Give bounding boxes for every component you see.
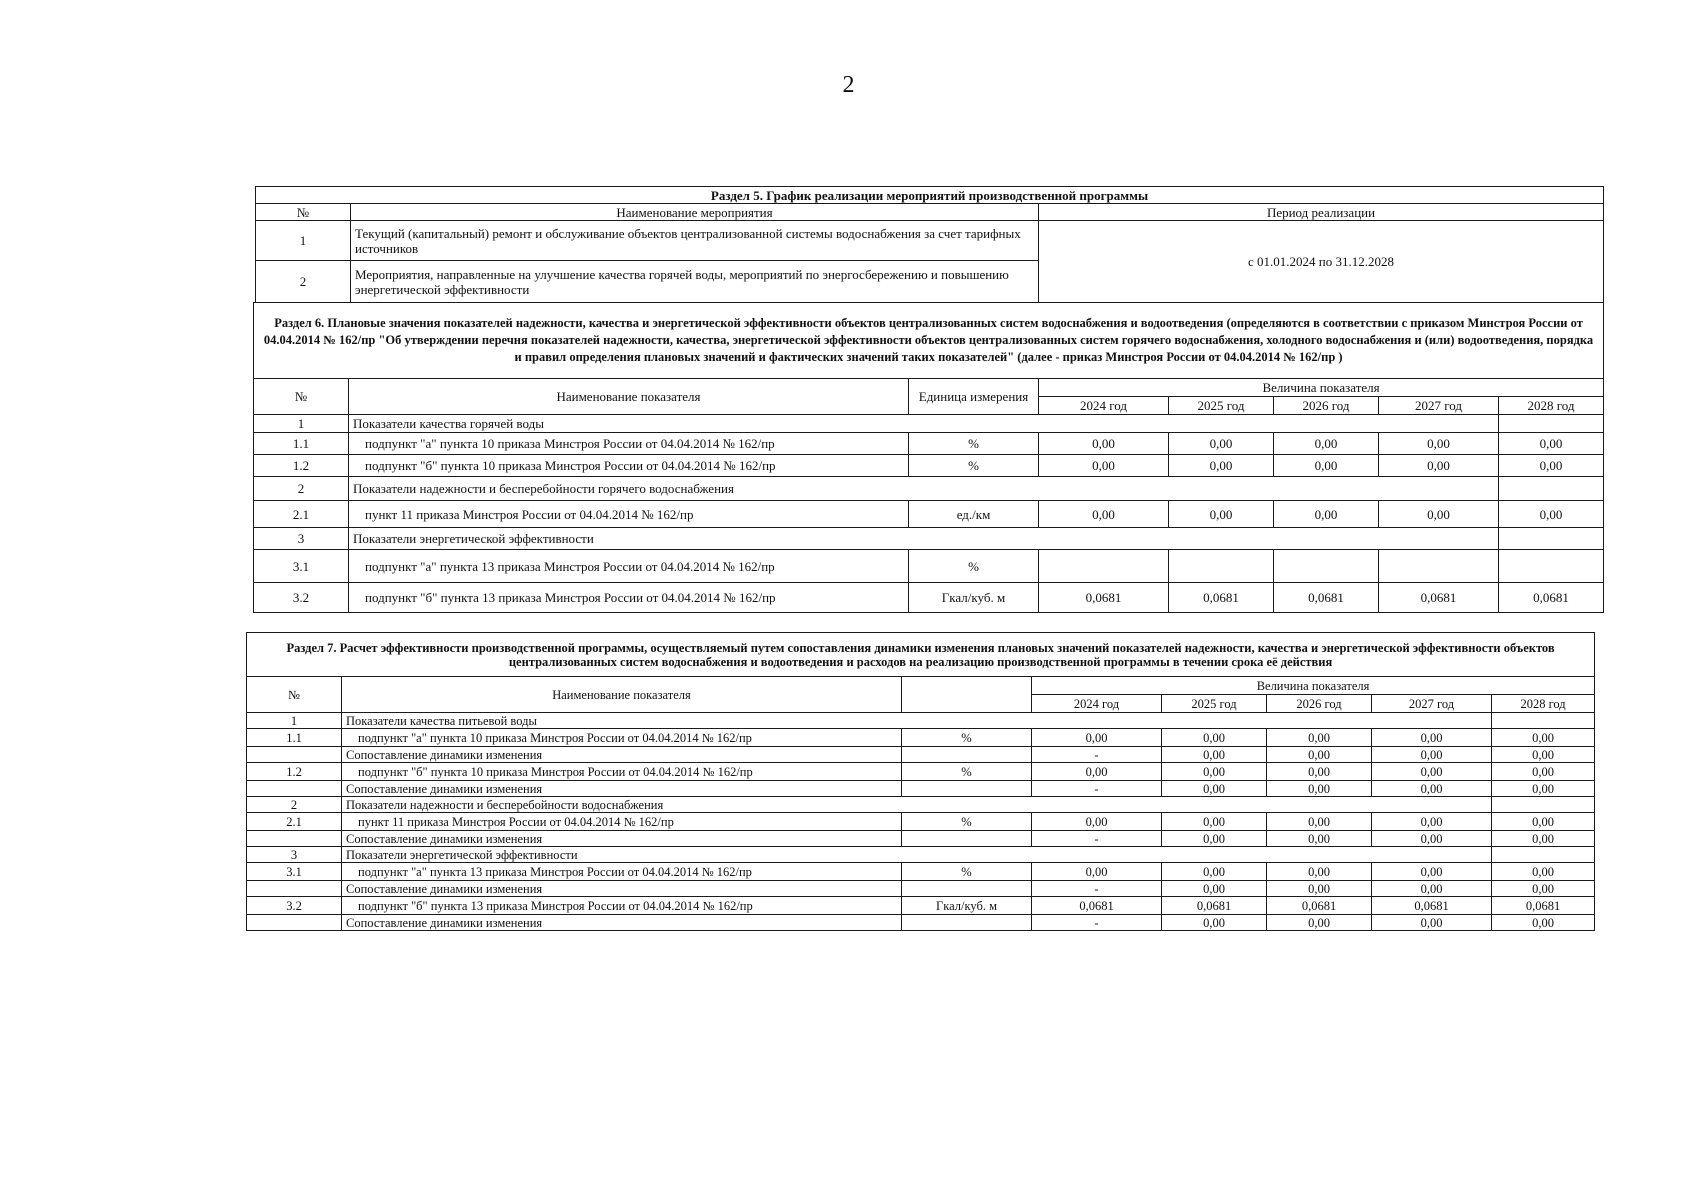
comparison-row <box>247 831 1595 847</box>
value-cell: 0,00 <box>1274 455 1379 477</box>
value-cell: - <box>1032 831 1162 847</box>
comparison-label: Сопоставление динамики изменения <box>342 747 902 763</box>
unit-cell <box>902 747 1032 763</box>
col-year: 2024 год <box>1039 397 1169 415</box>
row-number <box>247 781 342 797</box>
value-cell: 0,00 <box>1492 763 1595 781</box>
value-cell: 0,0681 <box>1492 897 1595 915</box>
value-cell: - <box>1032 747 1162 763</box>
col-value-group: Величина показателя <box>1032 677 1595 695</box>
value-cell: 0,0681 <box>1379 583 1499 613</box>
value-cell: 0,00 <box>1499 501 1604 528</box>
col-year: 2026 год <box>1267 695 1372 713</box>
row-number: 3 <box>254 528 349 550</box>
value-cell: 0,00 <box>1267 763 1372 781</box>
col-year: 2025 год <box>1169 397 1274 415</box>
unit-cell <box>902 915 1032 931</box>
row-number: 1 <box>254 415 349 433</box>
unit-cell <box>902 781 1032 797</box>
section5-table <box>255 186 1604 303</box>
value-cell: 0,00 <box>1032 729 1162 747</box>
group-name: Показатели энергетической эффективности <box>342 847 1492 863</box>
col-year: 2027 год <box>1379 397 1499 415</box>
indicator-name: подпункт "б" пункта 10 приказа Минстроя России от 04.04.2014 № 162/пр <box>349 455 909 477</box>
value-cell: 0,0681 <box>1267 897 1372 915</box>
section5-title: Раздел 5. График реализации мероприятий производственной программы <box>256 187 1604 204</box>
value-cell: 0,00 <box>1274 501 1379 528</box>
empty-cell <box>1492 797 1595 813</box>
indicator-row <box>254 583 1604 613</box>
group-row <box>247 713 1595 729</box>
indicator-name: подпункт "а" пункта 10 приказа Минстроя России от 04.04.2014 № 162/пр <box>349 433 909 455</box>
unit-cell <box>902 831 1032 847</box>
value-cell: 0,00 <box>1267 729 1372 747</box>
row-number: 2.1 <box>254 501 349 528</box>
unit-cell <box>902 881 1032 897</box>
period-value: с 01.01.2024 по 31.12.2028 <box>1039 221 1604 303</box>
col-period: Период реализации <box>1039 204 1604 221</box>
comparison-label: Сопоставление динамики изменения <box>342 881 902 897</box>
indicator-row <box>247 729 1595 747</box>
indicator-row <box>254 455 1604 477</box>
comparison-row <box>247 915 1595 931</box>
value-cell: 0,00 <box>1372 729 1492 747</box>
unit-cell: % <box>902 763 1032 781</box>
value-cell: 0,00 <box>1372 747 1492 763</box>
col-year: 2024 год <box>1032 695 1162 713</box>
value-cell: 0,00 <box>1169 455 1274 477</box>
indicator-name: подпункт "а" пункта 13 приказа Минстроя России от 04.04.2014 № 162/пр <box>342 863 902 881</box>
empty-cell <box>1492 847 1595 863</box>
value-cell: 0,00 <box>1492 831 1595 847</box>
value-cell: 0,0681 <box>1274 583 1379 613</box>
comparison-row <box>247 747 1595 763</box>
value-cell: 0,00 <box>1162 863 1267 881</box>
value-cell: 0,00 <box>1267 747 1372 763</box>
group-name: Показатели качества питьевой воды <box>342 713 1492 729</box>
row-number: 1.2 <box>247 763 342 781</box>
col-number: № <box>247 677 342 713</box>
value-cell: 0,00 <box>1492 729 1595 747</box>
value-cell: 0,0681 <box>1039 583 1169 613</box>
group-row <box>254 528 1604 550</box>
indicator-name: подпункт "б" пункта 10 приказа Минстроя России от 04.04.2014 № 162/пр <box>342 763 902 781</box>
value-cell: 0,00 <box>1267 813 1372 831</box>
unit-cell: % <box>909 550 1039 583</box>
group-name: Показатели надежности и бесперебойности горячего водоснабжения <box>349 477 1499 501</box>
row-number: 3 <box>247 847 342 863</box>
value-cell: 0,00 <box>1032 863 1162 881</box>
value-cell: 0,00 <box>1372 915 1492 931</box>
empty-cell <box>1499 415 1604 433</box>
value-cell: 0,00 <box>1372 781 1492 797</box>
row-number: 1 <box>256 221 351 261</box>
col-indicator-name: Наименование показателя <box>349 379 909 415</box>
indicator-name: подпункт "б" пункта 13 приказа Минстроя России от 04.04.2014 № 162/пр <box>349 583 909 613</box>
value-cell: 0,00 <box>1372 863 1492 881</box>
value-cell: - <box>1032 915 1162 931</box>
indicator-name: подпункт "а" пункта 10 приказа Минстроя России от 04.04.2014 № 162/пр <box>342 729 902 747</box>
group-row <box>254 415 1604 433</box>
value-cell <box>1169 550 1274 583</box>
indicator-row <box>254 433 1604 455</box>
group-row <box>247 847 1595 863</box>
col-year: 2027 год <box>1372 695 1492 713</box>
col-unit <box>902 677 1032 713</box>
value-cell <box>1499 550 1604 583</box>
group-name: Показатели энергетической эффективности <box>349 528 1499 550</box>
row-number: 3.2 <box>254 583 349 613</box>
value-cell: 0,00 <box>1379 433 1499 455</box>
col-number: № <box>256 204 351 221</box>
indicator-row <box>247 813 1595 831</box>
unit-cell: % <box>902 729 1032 747</box>
page-number: 2 <box>842 72 855 98</box>
value-cell: 0,00 <box>1162 881 1267 897</box>
value-cell: 0,00 <box>1039 433 1169 455</box>
col-value-group: Величина показателя <box>1039 379 1604 397</box>
comparison-label: Сопоставление динамики изменения <box>342 915 902 931</box>
unit-cell: % <box>909 455 1039 477</box>
value-cell: 0,0681 <box>1499 583 1604 613</box>
comparison-row <box>247 881 1595 897</box>
row-number <box>247 831 342 847</box>
value-cell: 0,00 <box>1267 881 1372 897</box>
col-unit: Единица измерения <box>909 379 1039 415</box>
indicator-row <box>247 897 1595 915</box>
group-row <box>254 477 1604 501</box>
value-cell: 0,00 <box>1032 813 1162 831</box>
col-year: 2026 год <box>1274 397 1379 415</box>
value-cell: 0,00 <box>1267 831 1372 847</box>
row-number: 2 <box>256 261 351 303</box>
value-cell: 0,00 <box>1162 781 1267 797</box>
value-cell: 0,00 <box>1492 881 1595 897</box>
col-year: 2028 год <box>1499 397 1604 415</box>
row-number: 3.1 <box>247 863 342 881</box>
value-cell: 0,00 <box>1379 501 1499 528</box>
row-number: 2 <box>247 797 342 813</box>
group-row <box>247 797 1595 813</box>
value-cell: 0,00 <box>1372 831 1492 847</box>
row-number <box>247 881 342 897</box>
indicator-row <box>247 763 1595 781</box>
section7-table <box>246 632 1595 931</box>
unit-cell: % <box>902 813 1032 831</box>
value-cell: 0,00 <box>1492 863 1595 881</box>
indicator-name: подпункт "а" пункта 13 приказа Минстроя России от 04.04.2014 № 162/пр <box>349 550 909 583</box>
value-cell: 0,00 <box>1032 763 1162 781</box>
value-cell: 0,00 <box>1274 433 1379 455</box>
value-cell: 0,00 <box>1267 863 1372 881</box>
row-number <box>247 747 342 763</box>
value-cell: 0,00 <box>1162 813 1267 831</box>
unit-cell: % <box>902 863 1032 881</box>
value-cell <box>1379 550 1499 583</box>
empty-cell <box>1499 477 1604 501</box>
value-cell: 0,00 <box>1372 881 1492 897</box>
row-number: 2.1 <box>247 813 342 831</box>
value-cell: 0,0681 <box>1032 897 1162 915</box>
value-cell: 0,00 <box>1169 433 1274 455</box>
comparison-row <box>247 781 1595 797</box>
value-cell: 0,00 <box>1372 813 1492 831</box>
activity-name: Мероприятия, направленные на улучшение качества горячей воды, мероприятий по энергосбережению и повышению энергетической эффективности <box>351 261 1039 303</box>
value-cell: 0,00 <box>1499 455 1604 477</box>
value-cell <box>1039 550 1169 583</box>
row-number: 1 <box>247 713 342 729</box>
unit-cell: Гкал/куб. м <box>909 583 1039 613</box>
value-cell: 0,00 <box>1372 763 1492 781</box>
row-number: 1.1 <box>254 433 349 455</box>
value-cell: 0,00 <box>1162 763 1267 781</box>
unit-cell: Гкал/куб. м <box>902 897 1032 915</box>
value-cell: 0,00 <box>1039 455 1169 477</box>
indicator-name: пункт 11 приказа Минстроя России от 04.04.2014 № 162/пр <box>342 813 902 831</box>
value-cell: 0,00 <box>1162 915 1267 931</box>
section6-table <box>253 302 1604 613</box>
activity-name: Текущий (капитальный) ремонт и обслуживание объектов централизованной системы водоснабжения за счет тарифных источников <box>351 221 1039 261</box>
row-number: 3.2 <box>247 897 342 915</box>
row-number: 1.2 <box>254 455 349 477</box>
col-indicator-name: Наименование показателя <box>342 677 902 713</box>
value-cell: 0,00 <box>1492 781 1595 797</box>
empty-cell <box>1499 528 1604 550</box>
indicator-row <box>254 550 1604 583</box>
indicator-name: пункт 11 приказа Минстроя России от 04.04.2014 № 162/пр <box>349 501 909 528</box>
col-year: 2025 год <box>1162 695 1267 713</box>
col-number: № <box>254 379 349 415</box>
value-cell: 0,00 <box>1162 747 1267 763</box>
empty-cell <box>1492 713 1595 729</box>
value-cell: 0,00 <box>1492 747 1595 763</box>
value-cell: 0,00 <box>1379 455 1499 477</box>
col-activity-name: Наименование мероприятия <box>351 204 1039 221</box>
comparison-label: Сопоставление динамики изменения <box>342 781 902 797</box>
value-cell: 0,00 <box>1169 501 1274 528</box>
group-name: Показатели надежности и бесперебойности водоснабжения <box>342 797 1492 813</box>
value-cell: 0,00 <box>1039 501 1169 528</box>
comparison-label: Сопоставление динамики изменения <box>342 831 902 847</box>
indicator-row <box>254 501 1604 528</box>
value-cell: 0,00 <box>1267 781 1372 797</box>
row-number: 3.1 <box>254 550 349 583</box>
unit-cell: % <box>909 433 1039 455</box>
col-year: 2028 год <box>1492 695 1595 713</box>
group-name: Показатели качества горячей воды <box>349 415 1499 433</box>
row-number: 1.1 <box>247 729 342 747</box>
indicator-name: подпункт "б" пункта 13 приказа Минстроя России от 04.04.2014 № 162/пр <box>342 897 902 915</box>
value-cell: 0,0681 <box>1162 897 1267 915</box>
value-cell: 0,00 <box>1492 813 1595 831</box>
value-cell: 0,0681 <box>1372 897 1492 915</box>
value-cell: 0,0681 <box>1169 583 1274 613</box>
unit-cell: ед./км <box>909 501 1039 528</box>
value-cell: 0,00 <box>1492 915 1595 931</box>
row-number: 2 <box>254 477 349 501</box>
section7-title: Раздел 7. Расчет эффективности производственной программы, осуществляемый путем сопоставления динамики изменения плановых значений показателей надежности, качества и энергетической эффективности объектов централизованных систем водоснабжения и водоотведения и расходов на реализацию производственной программы в течении срока её действия <box>247 633 1595 677</box>
value-cell <box>1274 550 1379 583</box>
value-cell: - <box>1032 881 1162 897</box>
value-cell: 0,00 <box>1267 915 1372 931</box>
value-cell: 0,00 <box>1162 831 1267 847</box>
value-cell: - <box>1032 781 1162 797</box>
section6-title: Раздел 6. Плановые значения показателей надежности, качества и энергетической эффективности объектов централизованных систем водоснабжения и водоотведения (определяются в соответствии с приказом Минстроя России от 04.04.2014 № 162/пр "Об утверждении перечня показателей надежности, качества, энергетической эффективности объектов централизованных систем горячего водоснабжения, холодного водоснабжения и (или) водоотведения, порядка и правил определения плановых значений и фактических значений таких показателей" (далее - приказ Минстроя России от 04.04.2014 № 162/пр ) <box>254 303 1604 379</box>
value-cell: 0,00 <box>1499 433 1604 455</box>
indicator-row <box>247 863 1595 881</box>
row-number <box>247 915 342 931</box>
value-cell: 0,00 <box>1162 729 1267 747</box>
